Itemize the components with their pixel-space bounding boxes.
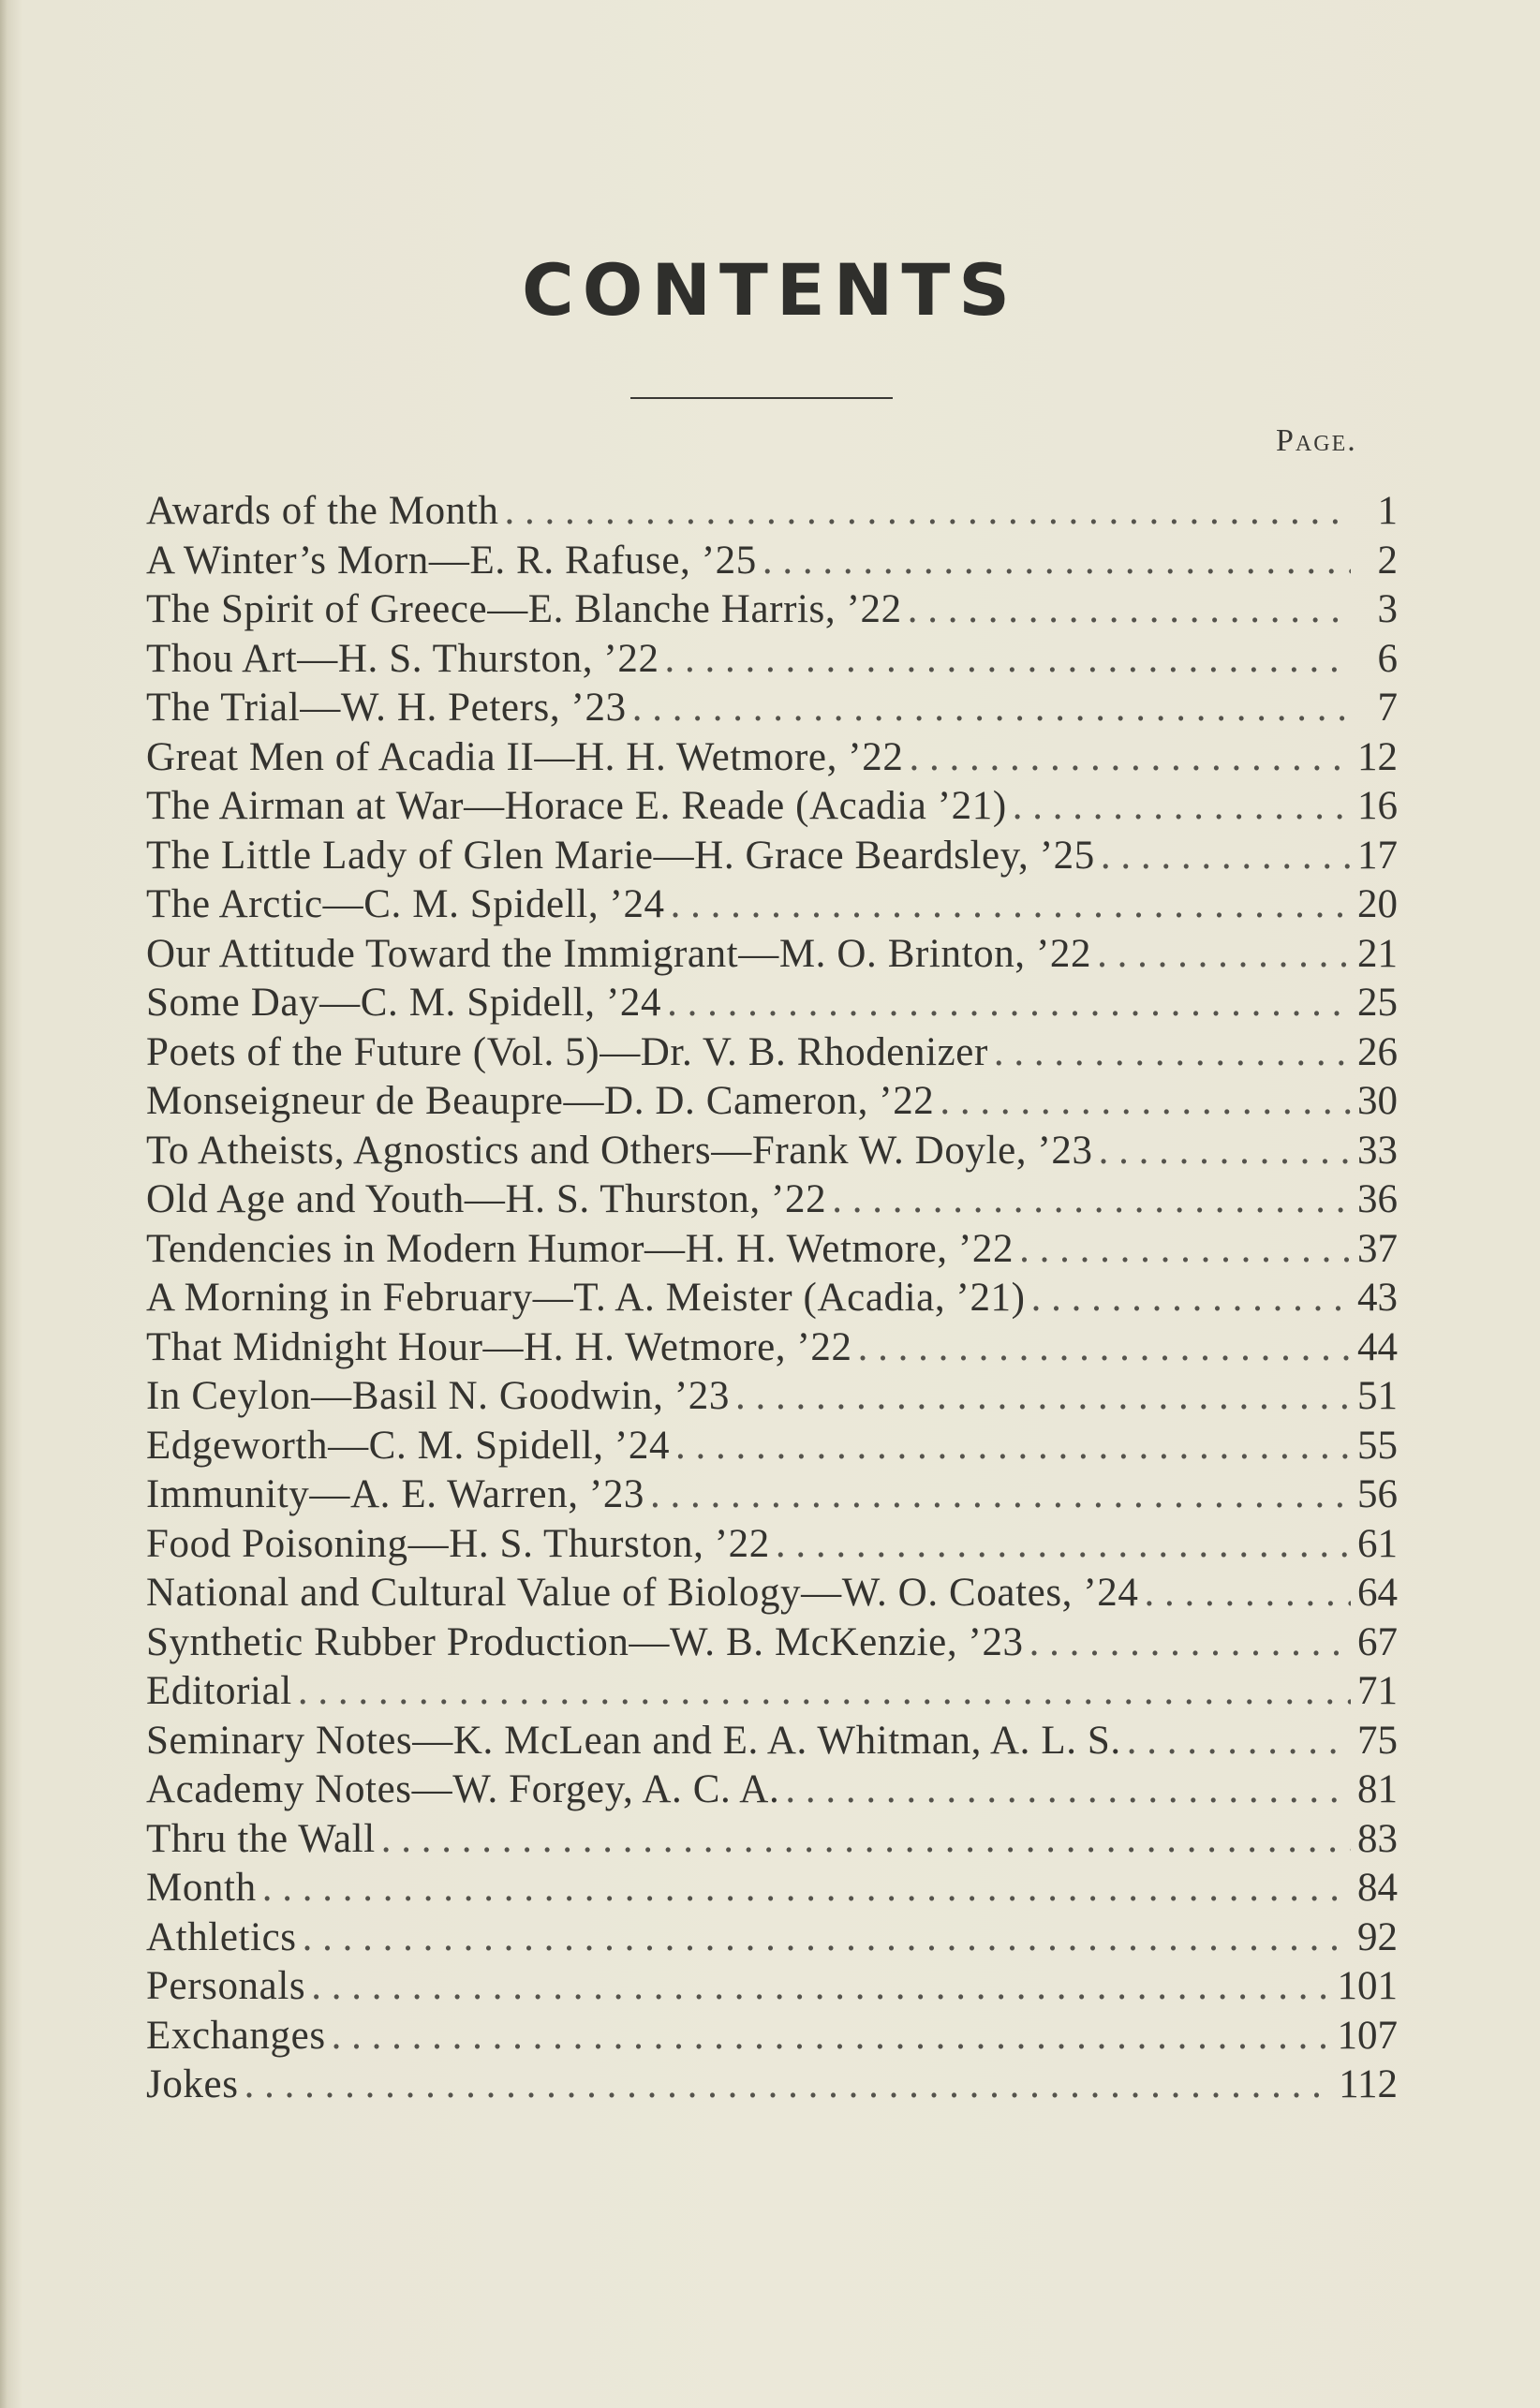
dot-leader <box>858 1323 1351 1372</box>
dot-leader <box>298 1667 1351 1716</box>
page-column-label: Page. <box>1276 423 1357 458</box>
toc-entry-title: Tendencies in Modern Humor—H. H. Wetmore, ’22 <box>146 1226 1014 1271</box>
toc-entry-page-number: 112 <box>1339 2062 1398 2106</box>
toc-entry-title: The Arctic—C. M. Spidell, ’24 <box>146 882 665 926</box>
toc-entry-page-number: 6 <box>1377 636 1398 681</box>
dot-leader <box>303 1913 1351 1962</box>
toc-entry <box>146 1175 1398 1225</box>
dot-leader <box>735 1372 1351 1421</box>
dot-leader <box>632 684 1351 732</box>
toc-entry <box>146 1815 1398 1865</box>
toc-entry-title: National and Cultural Value of Biology—W. O. Coates, ’24 <box>146 1571 1139 1615</box>
toc-entry-title: In Ceylon—Basil N. Goodwin, ’23 <box>146 1374 730 1418</box>
dot-leader <box>381 1815 1351 1864</box>
toc-entry-page-number: 71 <box>1357 1669 1398 1713</box>
page-title: CONTENTS <box>522 248 1018 332</box>
toc-entry-title: The Little Lady of Glen Marie—H. Grace Beardsley, ’25 <box>146 833 1095 878</box>
toc-entry-page-number: 101 <box>1337 1964 1398 2008</box>
toc-entry <box>146 1028 1398 1078</box>
toc-entry <box>146 1717 1398 1766</box>
toc-entry-title: Great Men of Acadia II—H. H. Wetmore, ’22 <box>146 734 904 779</box>
dot-leader <box>332 2012 1332 2061</box>
dot-leader <box>909 733 1351 782</box>
toc-entry-title: Seminary Notes—K. McLean and E. A. Whitman, A. L. S. <box>146 1718 1121 1763</box>
toc-entry-page-number: 51 <box>1357 1374 1398 1418</box>
toc-entry-page-number: 67 <box>1357 1619 1398 1664</box>
toc-entry <box>146 880 1398 930</box>
toc-entry <box>146 1077 1398 1127</box>
toc-entry <box>146 1618 1398 1668</box>
toc-entry <box>146 1470 1398 1520</box>
toc-entry <box>146 733 1398 783</box>
dot-leader <box>1127 1717 1351 1765</box>
toc-entry-page-number: 83 <box>1357 1816 1398 1861</box>
toc-entry-title: Old Age and Youth—H. S. Thurston, ’22 <box>146 1177 827 1221</box>
dot-leader <box>262 1864 1351 1913</box>
toc-entry-page-number: 3 <box>1377 587 1398 631</box>
toc-entry <box>146 1520 1398 1570</box>
toc-entry-title: Thou Art—H. S. Thurston, ’22 <box>146 636 659 681</box>
toc-entry <box>146 487 1398 537</box>
toc-entry-title: Athletics <box>146 1914 297 1959</box>
toc-entry <box>146 2012 1398 2061</box>
toc-entry-page-number: 16 <box>1357 784 1398 828</box>
dot-leader <box>1013 782 1351 831</box>
toc-entry-title: Jokes <box>146 2062 239 2106</box>
toc-entry-title: Exchanges <box>146 2013 326 2058</box>
toc-entry-title: Poets of the Future (Vol. 5)—Dr. V. B. Rhodenizer <box>146 1029 988 1074</box>
toc-entry-page-number: 61 <box>1357 1521 1398 1566</box>
toc-entry-page-number: 37 <box>1357 1226 1398 1271</box>
dot-leader <box>1145 1569 1352 1618</box>
toc-entry <box>146 1569 1398 1618</box>
dot-leader <box>1031 1274 1351 1322</box>
dot-leader <box>244 2061 1334 2109</box>
toc-entry <box>146 684 1398 733</box>
toc-entry-title: A Winter’s Morn—E. R. Rafuse, ’25 <box>146 538 757 583</box>
dot-leader <box>1099 1127 1351 1175</box>
toc-entry <box>146 832 1398 881</box>
dot-leader <box>908 585 1351 634</box>
dot-leader <box>671 880 1351 929</box>
toc-entry <box>146 1127 1398 1176</box>
dot-leader <box>665 635 1351 684</box>
dot-leader <box>675 1422 1351 1470</box>
toc-entry-title: Month <box>146 1866 257 1910</box>
toc-entry-title: Academy Notes—W. Forgey, A. C. A. <box>146 1767 780 1811</box>
toc-entry <box>146 1667 1398 1717</box>
toc-entry <box>146 979 1398 1028</box>
toc-entry-page-number: 25 <box>1357 981 1398 1025</box>
toc-entry <box>146 2061 1398 2110</box>
dot-leader <box>776 1520 1351 1569</box>
dot-leader <box>1029 1618 1351 1667</box>
toc-entry-title: Immunity—A. E. Warren, ’23 <box>146 1472 645 1516</box>
toc-entry-title: Synthetic Rubber Production—W. B. McKenzie, ’23 <box>146 1619 1024 1664</box>
toc-entry-title: Our Attitude Toward the Immigrant—M. O. Brinton, ’22 <box>146 931 1092 976</box>
dot-leader <box>650 1470 1351 1519</box>
dot-leader <box>504 487 1351 536</box>
toc-entry-title: Food Poisoning—H. S. Thurston, ’22 <box>146 1521 770 1566</box>
toc-entry-page-number: 12 <box>1357 734 1398 779</box>
toc-entry-title: The Trial—W. H. Peters, ’23 <box>146 686 627 730</box>
toc-entry <box>146 930 1398 980</box>
toc-entry-title: Personals <box>146 1964 306 2008</box>
toc-entry <box>146 1422 1398 1471</box>
toc-entry <box>146 537 1398 586</box>
toc-entry <box>146 1323 1398 1373</box>
toc-entry-title: That Midnight Hour—H. H. Wetmore, ’22 <box>146 1324 852 1369</box>
toc-entry-page-number: 33 <box>1357 1128 1398 1173</box>
toc-entry <box>146 1274 1398 1323</box>
toc-entry-title: Thru the Wall <box>146 1816 376 1861</box>
toc-entry-page-number: 43 <box>1357 1276 1398 1320</box>
toc-entry-title: Editorial <box>146 1669 292 1713</box>
toc-entry-page-number: 55 <box>1357 1423 1398 1468</box>
toc-entry <box>146 1864 1398 1913</box>
toc-entry-page-number: 81 <box>1357 1767 1398 1811</box>
dot-leader <box>667 979 1351 1027</box>
toc-entry-title: A Morning in February—T. A. Meister (Acadia, ’21) <box>146 1276 1026 1320</box>
toc-entry-title: Edgeworth—C. M. Spidell, ’24 <box>146 1423 671 1468</box>
toc-entry <box>146 1962 1398 2012</box>
toc-entry <box>146 1765 1398 1815</box>
toc-entry-page-number: 30 <box>1357 1079 1398 1123</box>
toc-entry-page-number: 84 <box>1357 1866 1398 1910</box>
toc-entry <box>146 635 1398 685</box>
toc-entry-page-number: 92 <box>1357 1914 1398 1959</box>
toc-entry-page-number: 1 <box>1377 489 1398 533</box>
dot-leader <box>940 1077 1351 1126</box>
toc-entry-page-number: 21 <box>1357 931 1398 976</box>
toc-entry-page-number: 56 <box>1357 1472 1398 1516</box>
toc-entry-title: Monseigneur de Beaupre—D. D. Cameron, ’22 <box>146 1079 935 1123</box>
toc-entry <box>146 1372 1398 1422</box>
toc-entry-page-number: 107 <box>1337 2013 1398 2058</box>
toc-entry <box>146 585 1398 635</box>
toc-entry-page-number: 64 <box>1357 1571 1398 1615</box>
table-of-contents <box>146 487 1398 2110</box>
toc-entry-page-number: 7 <box>1377 686 1398 730</box>
dot-leader <box>763 537 1351 585</box>
dot-leader <box>1097 930 1351 979</box>
toc-entry <box>146 1913 1398 1963</box>
toc-entry-page-number: 2 <box>1377 538 1398 583</box>
toc-entry-page-number: 26 <box>1357 1029 1398 1074</box>
toc-entry-title: Awards of the Month <box>146 489 499 533</box>
toc-entry-title: The Spirit of Greece—E. Blanche Harris, ’22 <box>146 587 902 631</box>
dot-leader <box>311 1962 1331 2011</box>
toc-entry <box>146 1225 1398 1275</box>
toc-entry-page-number: 36 <box>1357 1177 1398 1221</box>
dot-leader <box>832 1175 1351 1224</box>
toc-entry-title: To Atheists, Agnostics and Others—Frank W. Doyle, ’23 <box>146 1128 1093 1173</box>
dot-leader <box>785 1765 1351 1814</box>
dot-leader <box>994 1028 1351 1077</box>
toc-entry-page-number: 20 <box>1357 882 1398 926</box>
toc-entry-page-number: 75 <box>1357 1718 1398 1763</box>
dot-leader <box>1101 832 1351 880</box>
toc-entry-title: The Airman at War—Horace E. Reade (Acadia ’21) <box>146 784 1007 828</box>
toc-entry-page-number: 17 <box>1357 833 1398 878</box>
toc-entry-title: Some Day—C. M. Spidell, ’24 <box>146 981 662 1025</box>
dot-leader <box>1019 1225 1351 1274</box>
title-divider <box>630 397 893 399</box>
toc-entry-page-number: 44 <box>1357 1324 1398 1369</box>
toc-entry <box>146 782 1398 832</box>
